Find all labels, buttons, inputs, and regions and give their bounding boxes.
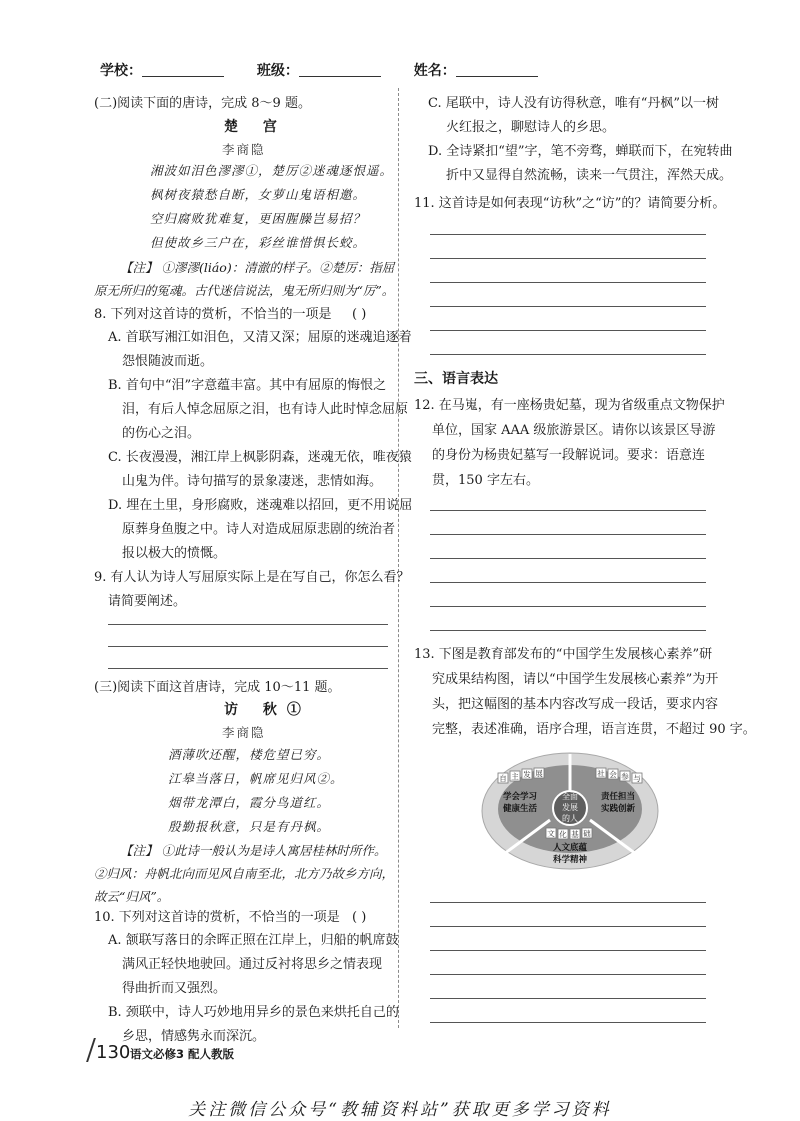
q8-option-b: 泪，有后人悼念屈原之泪，也有诗人此时悼念屈原 — [122, 402, 409, 417]
q9-answer-line[interactable] — [108, 624, 388, 625]
q8-option-b[interactable]: B. 首句中“泪”字意蕴丰富。其中有屈原的悔恨之 — [108, 378, 387, 393]
q11-answer-line[interactable] — [430, 234, 706, 235]
seg-right-title: 会 — [609, 770, 617, 779]
poem1-line: 空归腐败犹难复，更困腥臊岂易招？ — [150, 211, 367, 226]
seg-bottom-title: 文 — [547, 829, 555, 838]
q12-answer-line[interactable] — [430, 606, 706, 607]
q13-answer-line[interactable] — [430, 998, 706, 999]
q8-option-d: 报以极大的愤慨。 — [122, 546, 227, 561]
seg-left-item: 学会学习 — [502, 792, 538, 802]
q8-option-a[interactable]: A. 首联写湘江如泪色，又清又深；屈原的迷魂追逐着 — [108, 330, 412, 345]
q10-option-a: 满风正轻快地驶回。通过反衬将思乡之情表现 — [122, 957, 383, 972]
q10-option-b[interactable]: B. 颈联中，诗人巧妙地用异乡的景色来烘托自己的 — [108, 1005, 399, 1020]
q10-option-c: 火红报之，聊慰诗人的乡思。 — [446, 120, 616, 135]
seg-right-title: 与 — [633, 774, 641, 783]
seg-right-title: 社 — [597, 769, 605, 778]
seg-left-title: 发 — [523, 770, 531, 779]
q13-answer-line[interactable] — [430, 926, 706, 927]
footer-banner: 关注微信公众号“教辅资料站”获取更多学习资料 — [188, 1100, 612, 1120]
page-number: 130 — [96, 1042, 131, 1063]
q10-option-a: 得曲折而又强烈。 — [122, 981, 227, 996]
q12-answer-line[interactable] — [430, 582, 706, 583]
q10-stem: 10. 下列对这首诗的赏析，不恰当的一项是 — [94, 910, 340, 925]
q12-stem: 12. 在马嵬，有一座杨贵妃墓，现为省级重点文物保护 — [414, 398, 725, 413]
seg-right-item: 实践创新 — [600, 804, 636, 814]
seg-bottom-item: 科学精神 — [552, 855, 588, 865]
poem1-note: 【注】 ①漻漻(liáo)：清澈的样子。②楚厉：指屈 — [120, 260, 395, 275]
q13-stem: 头，把这幅图的基本内容改写成一段话，要求内容 — [432, 697, 719, 712]
school-label: 学校： — [100, 63, 142, 79]
q10-option-c[interactable]: C. 尾联中，诗人没有访得秋意，唯有“丹枫”以一树 — [428, 96, 720, 111]
seg-bottom-title: 础 — [583, 829, 591, 838]
class-label: 班级： — [256, 63, 299, 79]
q8-stem: 8. 下列对这首诗的赏析，不恰当的一项是 — [94, 307, 332, 322]
q13-answer-line[interactable] — [430, 902, 706, 903]
core-competencies-diagram — [480, 752, 660, 874]
section-language-expression: 三、语言表达 — [414, 371, 498, 387]
poem2-line: 江皋当落日，帆席见归风②。 — [168, 771, 344, 786]
page-number-slash — [86, 1038, 96, 1062]
q13-answer-line[interactable] — [430, 974, 706, 975]
q12-answer-line[interactable] — [430, 534, 706, 535]
q9-answer-line[interactable] — [108, 646, 388, 647]
q13-answer-line[interactable] — [430, 950, 706, 951]
q10-answer-paren[interactable]: ( ) — [352, 910, 367, 925]
seg-left-title: 展 — [535, 769, 543, 778]
q11-answer-line[interactable] — [430, 258, 706, 259]
poem2-line: 殷勤报秋意，只是有丹枫。 — [168, 819, 331, 834]
center-label: 全面 — [562, 792, 578, 801]
seg-left-item: 健康生活 — [502, 804, 538, 814]
seg-left-title: 自 — [499, 774, 507, 783]
q12-stem: 的身份为杨贵妃墓写一段解说词。要求：语意连 — [432, 448, 706, 463]
q10-option-b: 乡思，情感隽永而深沉。 — [122, 1029, 266, 1044]
poem1-title: 楚 宫 — [224, 119, 287, 135]
q11-answer-line[interactable] — [430, 306, 706, 307]
poem2-note: ②归风：舟帆北向而见风自南至北，北方乃故乡方向， — [94, 866, 395, 881]
q10-option-d[interactable]: D. 全诗紧扣“望”字，笔不旁骛，蝉联而下，在宛转曲 — [428, 144, 733, 159]
poem1-line: 湘波如泪色漻漻①，楚厉②迷魂逐恨遥。 — [150, 163, 394, 178]
part3-intro: (三)阅读下面这首唐诗，完成 10～11 题。 — [94, 680, 341, 695]
q12-stem: 贯，150 字左右。 — [432, 473, 539, 488]
q13-stem: 完整，表述准确，语序合理，语言连贯，不超过 90 字。 — [432, 722, 756, 737]
q8-answer-paren[interactable]: ( ) — [352, 307, 367, 322]
q10-option-d: 折中又显得自然流畅，读来一气贯注，浑然天成。 — [446, 168, 733, 183]
q12-stem: 单位，国家 AAA 级旅游景区。请你以该景区导游 — [432, 423, 716, 438]
poem2-note: 【注】 ①此诗一般认为是诗人寓居桂林时所作。 — [120, 843, 387, 858]
school-field[interactable] — [142, 62, 224, 77]
center-label: 的人 — [562, 814, 578, 823]
q13-stem: 究成果结构图，请以“中国学生发展核心素养”为开 — [432, 672, 719, 687]
part2-intro: (二)阅读下面的唐诗，完成 8～9 题。 — [94, 96, 311, 111]
seg-right-title: 参 — [621, 772, 629, 781]
q11-stem: 11. 这首诗是如何表现“访秋”之“访”的？请简要分析。 — [414, 196, 726, 211]
poem2-author: 李商隐 — [222, 725, 266, 740]
q11-answer-line[interactable] — [430, 330, 706, 331]
q9-answer-line[interactable] — [108, 668, 388, 669]
seg-bottom-title: 基 — [571, 830, 579, 839]
header-row — [100, 60, 538, 80]
name-field[interactable] — [456, 62, 538, 77]
q9-stem: 请简要阐述。 — [108, 594, 187, 609]
center-label: 发展 — [562, 803, 578, 812]
q8-option-b: 的伤心之泪。 — [122, 426, 201, 441]
q11-answer-line[interactable] — [430, 354, 706, 355]
name-label: 姓名： — [413, 63, 456, 79]
column-divider — [398, 88, 399, 1028]
poem2-line: 酒薄吹还醒，楼危望已穷。 — [168, 747, 331, 762]
q9-stem: 9. 有人认为诗人写屈原实际上是在写自己，你怎么看？ — [94, 570, 410, 585]
q11-answer-line[interactable] — [430, 282, 706, 283]
poem2-line: 烟带龙潭白，霞分鸟道红。 — [168, 795, 331, 810]
q8-option-c: 山鬼为伴。诗句描写的景象凄迷，悲情如海。 — [122, 474, 383, 489]
seg-bottom-title: 化 — [559, 830, 567, 839]
poem1-note: 原无所归的冤魂。古代迷信说法，鬼无所归则为“厉”。 — [94, 283, 395, 298]
poem2-note: 故云“归风”。 — [94, 889, 170, 904]
poem1-line: 但使故乡三户在，彩丝谁惜惧长蛟。 — [150, 235, 367, 250]
q8-option-d: 原葬身鱼腹之中。诗人对造成屈原悲剧的统治者 — [122, 522, 396, 537]
q8-option-d[interactable]: D. 埋在土里，身形腐败，迷魂难以招回，更不用说屈 — [108, 498, 413, 513]
q8-option-a: 怨恨随波而逝。 — [122, 354, 214, 369]
class-field[interactable] — [299, 62, 381, 77]
poem2-title: 访 秋① — [224, 702, 311, 718]
q12-answer-line[interactable] — [430, 558, 706, 559]
q10-option-a[interactable]: A. 颔联写落日的余晖正照在江岸上，归船的帆席鼓 — [108, 933, 399, 948]
seg-bottom-item: 人文底蕴 — [552, 843, 588, 853]
q13-stem: 13. 下图是教育部发布的“中国学生发展核心素养”研 — [414, 647, 713, 662]
q13-answer-line[interactable] — [430, 1022, 706, 1023]
seg-right-item: 责任担当 — [600, 792, 636, 802]
poem1-author: 李商隐 — [222, 142, 266, 157]
q8-option-c[interactable]: C. 长夜漫漫，湘江岸上枫影阴森，迷魂无依，唯夜猿 — [108, 450, 412, 465]
seg-left-title: 主 — [511, 772, 519, 781]
q12-answer-line[interactable] — [430, 510, 706, 511]
book-title: 语文必修3 配人教版 — [130, 1047, 235, 1061]
q12-answer-line[interactable] — [430, 630, 706, 631]
poem1-line: 枫树夜猿愁自断，女萝山鬼语相邀。 — [150, 187, 367, 202]
